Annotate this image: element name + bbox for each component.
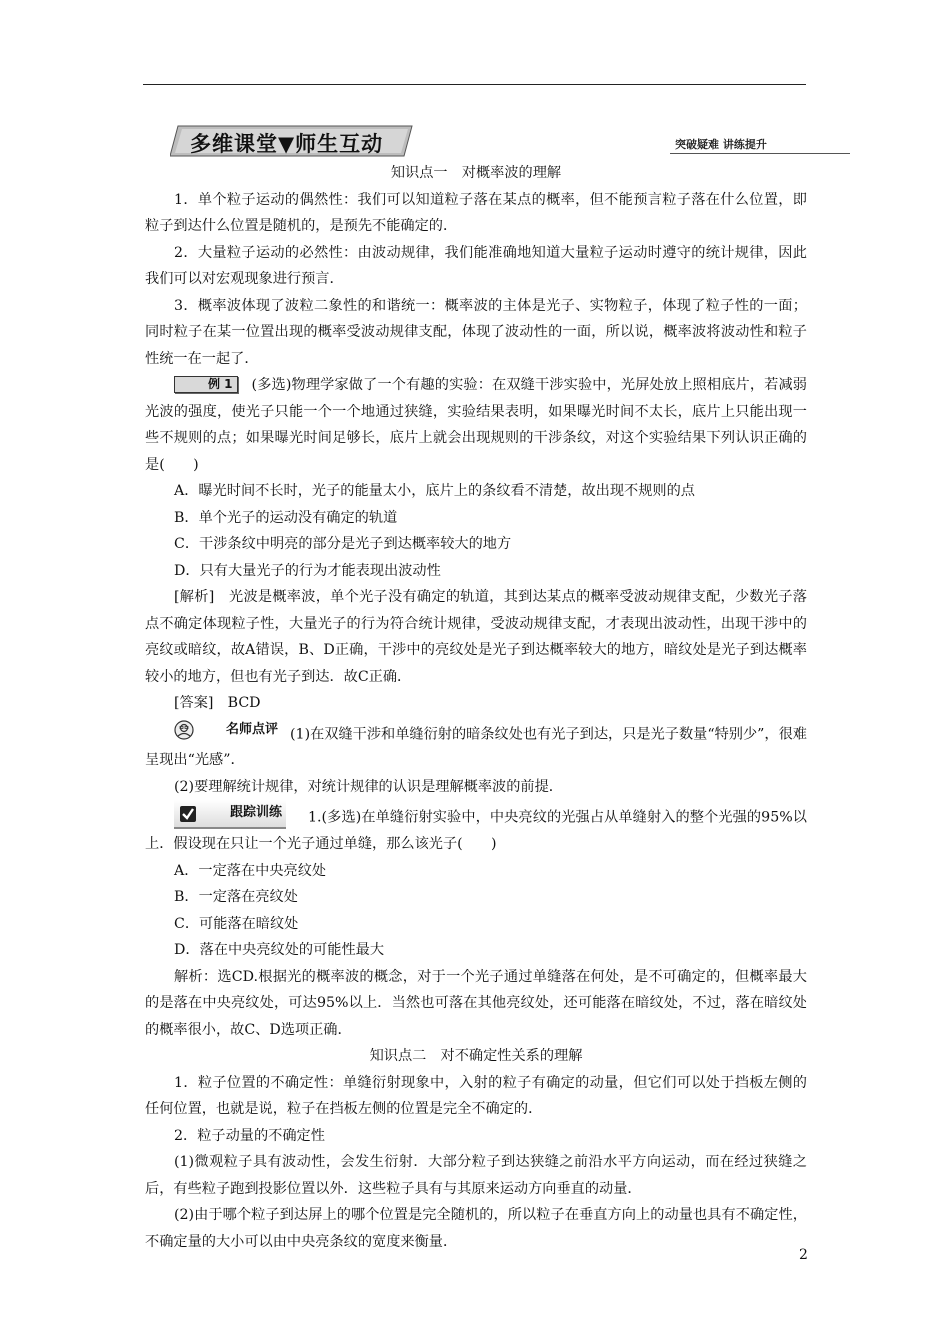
example-option-a: A．曝光时间不长时，光子的能量太小，底片上的条纹看不清楚，故出现不规则的点 <box>174 483 695 499</box>
checkmark-icon <box>178 804 198 824</box>
teacher-comment-1 <box>145 717 807 774</box>
banner-subtitle: 突破疑难 讲练提升 <box>675 138 767 151</box>
example-option-b: B．单个光子的运动没有确定的轨道 <box>174 509 398 526</box>
teacher-comment-badge <box>174 717 278 744</box>
teacher-comment-2: (2)要理解统计规律，对统计规律的认识是理解概率波的前提． <box>174 778 563 795</box>
example-question-text: (多选)物理学家做了一个有趣的实验：在双缝干涉实验中，光屏处放上照相底片，若减弱光波的强度，使光子只能一个一个地通过狭缝，实验结果表明，如果曝光时间不太长，底片上只能出现一些不规则的点；如果曝光时间足够长，底片上就会出现规则的干涉条纹，对这个实验结果下列认识正确的是( ) <box>145 377 807 473</box>
banner-title: 多维课堂▼师生互动 <box>190 132 384 156</box>
practice-question-text: 1.(多选)在单缝衍射实验中，中央亮纹的光强占从单缝射入的整个光强的95%以上．假设现在只让一个光子通过单缝，那么该光子( ) <box>145 809 807 852</box>
example-answer: [答案] BCD <box>174 695 261 711</box>
banner-underline <box>670 153 850 154</box>
example-analysis: [解析] 光波是概率波，单个光子没有确定的轨道，其到达某点的概率受波动规律支配，少数光子落点不确定体现粒子性，大量光子的行为符合统计规律，受波动规律支配，才表现出波动性，出现干涉中的亮纹或暗纹，故A错误，B、D正确，干涉中的亮纹处是光子到达概率较大的地方，暗纹处是光子到达概率较小的地方，但也有光子到达．故C正确． <box>145 589 807 685</box>
practice-badge <box>174 800 286 829</box>
section1-point-3: 3．概率波体现了波粒二象性的和谐统一：概率波的主体是光子、实物粒子，体现了粒子性的一面；同时粒子在某一位置出现的概率受波动规律支配，体现了波动性的一面，所以说，概率波将波动性和粒子性统一在一起了． <box>145 297 807 367</box>
page-content <box>145 160 807 1255</box>
teacher-comment-label: 名师点评 <box>226 721 279 737</box>
practice-label: 跟踪训练 <box>230 805 283 821</box>
example-option-c: C．干涉条纹中明亮的部分是光子到达概率较大的地方 <box>174 536 512 552</box>
example-tag: 例 1 <box>174 376 238 393</box>
section2-point-2: 2．粒子动量的不确定性 <box>174 1127 325 1144</box>
practice-option-a: A．一定落在中央亮纹处 <box>174 862 327 879</box>
section2-heading: 知识点二 对不确定性关系的理解 <box>369 1048 583 1064</box>
practice-option-c: C．可能落在暗纹处 <box>174 915 299 932</box>
practice-analysis: 解析：选CD.根据光的概率波的概念，对于一个光子通过单缝落在何处，是不可确定的，但概率最大的是落在中央亮纹处，可达95%以上．当然也可落在其他亮纹处，还可能落在暗纹处，不过，落在暗纹处的概率很小，故C、D选项正确． <box>145 968 807 1038</box>
section-banner <box>170 124 850 158</box>
example-1-question <box>145 372 807 478</box>
section1-point-2: 2．大量粒子运动的必然性：由波动规律，我们能准确地知道大量粒子运动时遵守的统计规律，因此我们可以对宏观现象进行预言． <box>145 244 807 287</box>
teacher-icon <box>174 720 194 740</box>
teacher-comment-text-1: (1)在双缝干涉和单缝衍射的暗条纹处也有光子到达，只是光子数量“特别少”，很难呈现出“光感”． <box>145 725 807 769</box>
section1-heading: 知识点一 对概率波的理解 <box>390 165 562 181</box>
section2-point-1: 1．粒子位置的不确定性：单缝衍射现象中，入射的粒子有确定的动量，但它们可以处于挡板左侧的任何位置，也就是说，粒子在挡板左侧的位置是完全不确定的． <box>145 1074 807 1117</box>
section2-point-2-2: (2)由于哪个粒子到达屏上的哪个位置是完全随机的，所以粒子在垂直方向上的动量也具有不确定性，不确定量的大小可以由中央亮条纹的宽度来衡量． <box>145 1207 807 1250</box>
top-rule <box>143 84 806 85</box>
practice-option-b: B．一定落在亮纹处 <box>174 889 298 905</box>
page-number: 2 <box>799 1247 808 1263</box>
practice-question <box>145 800 807 857</box>
practice-option-d: D．落在中央亮纹处的可能性最大 <box>174 942 385 958</box>
section2-point-2-1: (1)微观粒子具有波动性，会发生衍射．大部分粒子到达狭缝之前沿水平方向运动，而在经过狭缝之后，有些粒子跑到投影位置以外．这些粒子具有与其原来运动方向垂直的动量． <box>145 1154 807 1197</box>
section1-point-1: 1．单个粒子运动的偶然性：我们可以知道粒子落在某点的概率，但不能预言粒子落在什么位置，即粒子到达什么位置是随机的，是预先不能确定的． <box>145 191 807 234</box>
example-option-d: D．只有大量光子的行为才能表现出波动性 <box>174 562 441 579</box>
